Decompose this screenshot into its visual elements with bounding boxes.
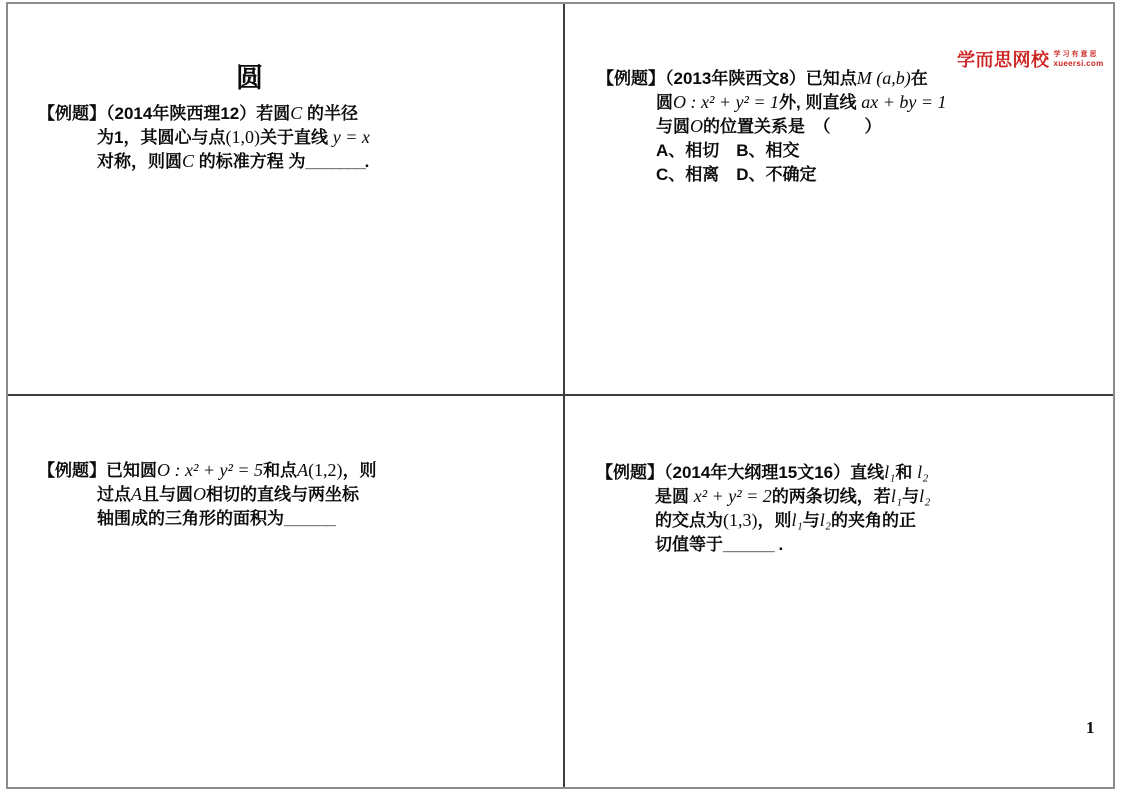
math-segment: (1,3) [723, 510, 758, 530]
math-segment: (1,2) [308, 460, 343, 480]
text-line [597, 67, 947, 91]
math-segment: O : x² + y² = 5 [157, 460, 264, 480]
text-line [97, 507, 377, 531]
xueersi-logo [957, 50, 1104, 70]
text-segment: 【例题】（2014年大纲理15文16）直线 [596, 463, 885, 482]
text-segment: . [773, 535, 784, 554]
text-line [655, 533, 930, 557]
text-line [655, 485, 930, 509]
text-segment: . [364, 152, 370, 171]
logo-side-text [1054, 50, 1104, 68]
text-segment: 轴围成的三角形的面积为 [97, 509, 284, 528]
text-segment: C、相离 D、不确定 [656, 165, 817, 184]
text-segment: 【例题】已知圆 [38, 461, 157, 480]
text-segment: 的半径 [302, 104, 358, 123]
math-segment: O [690, 116, 703, 136]
logo-domain: xueersi.com [1053, 59, 1104, 68]
text-line [596, 461, 930, 485]
text-line [97, 126, 370, 150]
math-segment: C [290, 103, 303, 123]
math-segment: l₂ [919, 486, 931, 506]
text-segment: 【例题】（2013年陕西文8）已知点 [597, 69, 857, 88]
problem-text-block [596, 461, 930, 557]
math-segment: O [193, 484, 206, 504]
text-segment: 是圆 [655, 487, 694, 506]
text-line [38, 459, 377, 483]
slide-bottom-left [8, 396, 562, 787]
slide-bottom-right [565, 396, 1113, 787]
slide-top-right [565, 4, 1113, 394]
text-segment: 切值等于 [655, 535, 723, 554]
text-segment: 与 [902, 487, 920, 506]
math-segment: l₁ [791, 510, 803, 530]
blank-underline: ______ [284, 509, 335, 528]
math-segment: A [131, 484, 142, 504]
text-line [97, 150, 370, 174]
text-segment: A、相切 B、相交 [656, 141, 800, 160]
math-segment: l₁ [890, 486, 903, 506]
slide-top-left [8, 4, 562, 394]
text-segment: 的位置关系是 （ ） [703, 117, 882, 136]
text-segment: 圆 [656, 93, 673, 112]
math-segment: ax + by = 1 [861, 92, 947, 112]
math-segment: C [182, 151, 195, 171]
text-segment: 为1，其圆心与点 [97, 128, 226, 147]
text-segment: 对称，则圆 [97, 152, 182, 171]
text-segment: 在 [910, 69, 928, 88]
text-segment: 相切的直线与两坐标 [206, 485, 359, 504]
problem-text-block [38, 102, 370, 174]
problem-text-block [597, 67, 947, 187]
text-line [656, 139, 947, 163]
text-segment: 和 [895, 463, 918, 482]
text-line [656, 115, 947, 139]
math-segment: x² + y² = 2 [693, 486, 772, 506]
text-segment: 外, 则直线 [779, 93, 862, 112]
math-segment: (1,0) [225, 127, 260, 147]
problem-text-block [38, 459, 377, 531]
page-number: 1 [1086, 718, 1095, 737]
text-line [656, 91, 947, 115]
logo-tagline: 学习有意思 [1053, 51, 1099, 58]
text-segment: 的交点为 [655, 511, 723, 530]
math-segment: M (a,b) [856, 68, 911, 88]
math-segment: l₂ [819, 510, 832, 530]
text-segment: 和点 [263, 461, 298, 480]
math-segment: y = x [332, 127, 370, 147]
text-segment: 【例题】（2014年陕西理12）若圆 [38, 104, 291, 123]
text-line [655, 509, 930, 533]
math-segment: l₂ [917, 462, 929, 482]
text-line [656, 163, 947, 187]
page-title: 圆 [236, 63, 264, 93]
blank-underline: _______ [305, 152, 365, 171]
text-segment: 与圆 [656, 117, 690, 136]
text-segment: 的两条切线，若 [771, 487, 891, 506]
worksheet-page [6, 2, 1115, 789]
text-segment: ，则 [757, 511, 792, 530]
text-segment: 且与圆 [142, 485, 193, 504]
logo-brand-text: 学而思网校 [957, 50, 1050, 70]
text-segment: 的标准方程 为 [194, 152, 306, 171]
math-segment: l₁ [884, 462, 896, 482]
text-segment: ，则 [342, 461, 377, 480]
text-line [97, 483, 377, 507]
text-segment: 关于直线 [259, 128, 333, 147]
blank-underline: ______ [723, 535, 774, 554]
text-line [38, 102, 370, 126]
math-segment: O : x² + y² = 1 [673, 92, 780, 112]
math-segment: A [297, 460, 309, 480]
text-segment: 的夹角的正 [831, 511, 917, 530]
text-segment: 与 [802, 511, 820, 530]
text-segment: 过点 [97, 485, 131, 504]
